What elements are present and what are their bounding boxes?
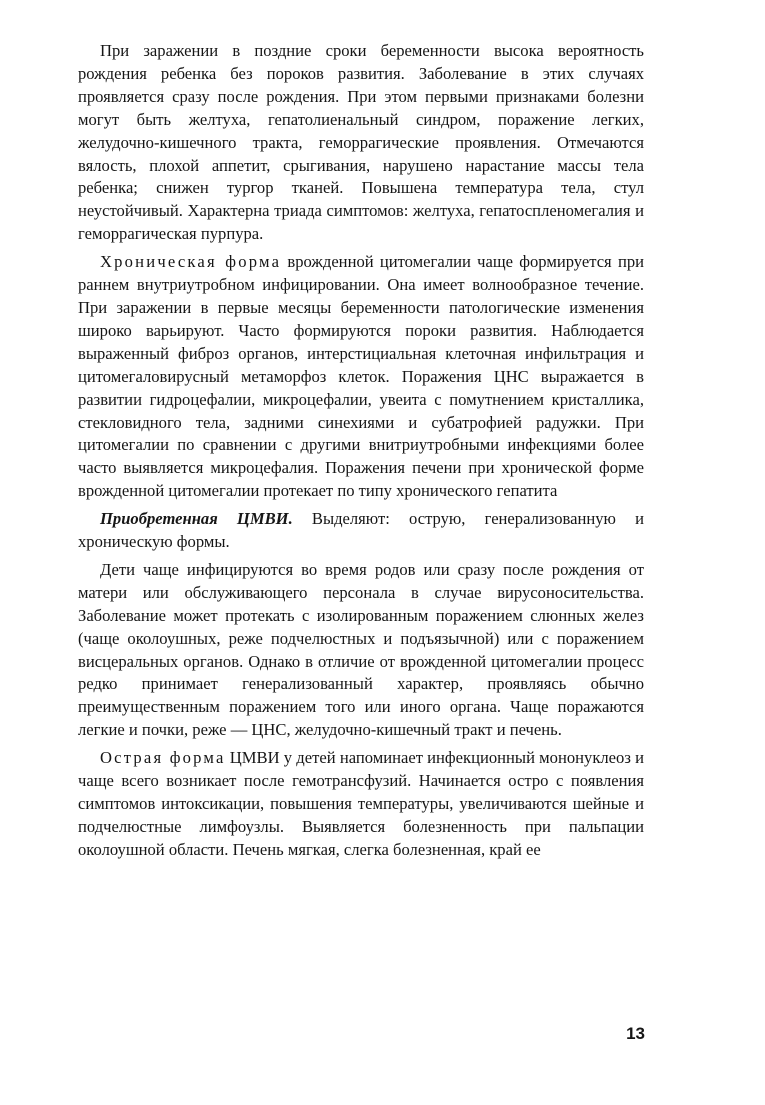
paragraph-acquired-cmv <box>78 508 644 554</box>
paragraph-lead-spaced: Острая форма <box>100 748 226 768</box>
paragraph-text: врожденной цитомегалии чаще формируется при раннем внутриутробном инфицировании. Она имеет волнообразное течение. При заражении в первые месяцы беременности патологические изменения широко варьируют. Часто формируются пороки развития. Наблюдается выраженный фиброз органов, интерстициальная клеточная инфильтрация и цитомегаловирусный метаморфоз клеток. Поражения ЦНС выражается в развитии гидроцефалии, микроцефалии, увеита с помутнением кристаллика, стекловидного тела, задними синехиями и субатрофией радужки. При цитомегалии по сравнении с другими внитриутробными инфекциями более часто выявляется микроцефалия. Поражения печени при хронической форме врожденной цитомегалии протекает по типу хронического гепатита <box>78 252 644 501</box>
paragraph-text: При заражении в поздние сроки беременности высока вероятность рождения ребенка без пороков развития. Заболевание в этих случаях проявляется сразу после рождения. При этом первыми признаками болезни могут быть желтуха, гепатолиенальный синдром, поражение легких, желудочно-кишечного тракта, геморрагические проявления. Отмечаются вялость, плохой аппетит, срыгивания, нарушено нарастание массы тела ребенка; снижен тургор тканей. Повышена температура тела, стул неустойчивый. Характерна триада симптомов: желтуха, гепатоспленомегалия и геморрагическая пурпура. <box>78 41 644 244</box>
paragraph-text: Дети чаще инфицируются во время родов или сразу после рождения от матери или обслуживающего персонала в случае вирусоносительства. Заболевание может протекать с изолированным поражением слюнных желез (чаще околоушных, реже подчелюстных и подъязычной) или с поражением висцеральных органов. Однако в отличие от врожденной цитомегалии процесс редко принимает генерализованный характер, проявляясь обычно преимущественным поражением того или иного органа. Чаще поражаются легкие и почки, реже — ЦНС, желудочно-кишечный тракт и печень. <box>78 559 644 740</box>
paragraph-acute-form <box>78 747 644 862</box>
document-page <box>78 40 644 867</box>
paragraph-children-infection <box>78 559 644 742</box>
page-number: 13 <box>626 1024 645 1043</box>
paragraph-chronic-form <box>78 251 644 503</box>
paragraph-late-infection <box>78 40 644 246</box>
paragraph-text: ЦМВИ у детей напоминает инфекционный мононуклеоз и чаще всего возникает после гемотрансфузий. Начинается остро с появления симптомов интоксикации, повышения температуры, увеличиваются шейные и подчелюстные лимфоузлы. Выявляется болезненность при пальпации околоушной области. Печень мягкая, слегка болезненная, край ее <box>78 748 644 859</box>
paragraph-lead-spaced: Хроническая форма <box>100 252 282 272</box>
section-subheading: Приобретенная ЦМВИ. <box>100 509 293 529</box>
paragraph-text: Выделяют: острую, генерализованную и хроническую формы. <box>78 509 644 552</box>
